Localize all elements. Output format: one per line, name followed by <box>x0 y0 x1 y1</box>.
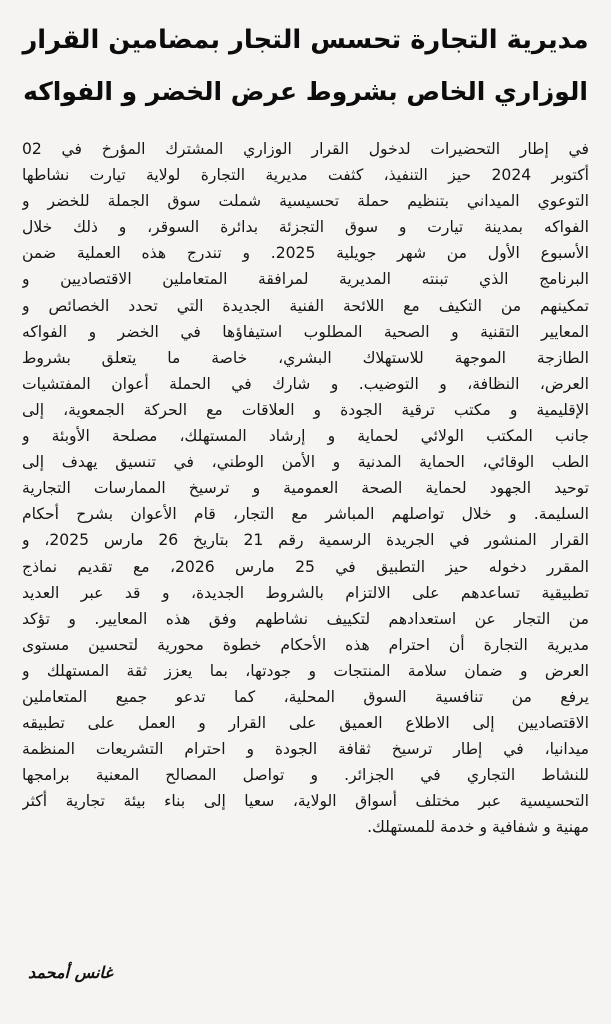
body-line: التوعوي الميداني بتنظيم حملة تحسيسية شملت سوق الجملة للخضر و <box>22 192 589 211</box>
body-line: تطبيقية تساعدهم على الالتزام بالشروط الجديدة، و قد عبر العديد <box>22 583 589 602</box>
body-line: في إطار التحضيرات لدخول القرار الوزاري المشترك المؤرخ في 02 <box>22 140 589 158</box>
body-line: ميدانيا، في إطار ترسيخ ثقافة الجودة و احترام التشريعات المنظمة <box>22 740 589 759</box>
body-line: العرض و ضمان سلامة المنتجات و جودتها، بما يعزز ثقة المستهلك و <box>22 661 589 680</box>
body-line: مديرية التجارة أن احترام هذه الأحكام خطوة محورية لتحسين مستوى <box>22 635 589 654</box>
body-line: المعايير التقنية و الصحية المطلوب استيفاؤها في الخضر و الفواكه <box>22 322 589 341</box>
body-line: جانب المكتب الولائي لحماية و إرشاد المستهلك، مصلحة الأوبئة و <box>22 427 589 446</box>
body-line: من التجار عن استعدادهم لتكييف نشاطهم وفق هذه المعايير. و تؤكد <box>22 609 589 628</box>
body-line: القرار المنشور في الجريدة الرسمية رقم 21 بتاريخ 26 مارس 2025، و <box>22 531 589 550</box>
body-line: السليمة. و خلال تواصلهم المباشر مع التجار، قام الأعوان بشرح أحكام <box>22 505 589 524</box>
body-line: يرفع من تنافسية السوق المحلية، كما تدعو جميع المتعاملين <box>22 687 589 706</box>
body-line: البرنامج الذي تبنته المديرية لمرافقة المتعاملين الاقتصاديين و <box>22 270 589 289</box>
headline-line-1: مديرية التجارة تحسس التجار بمضامين القرار <box>22 25 589 55</box>
body-line: التحسيسية عبر مختلف أسواق الولاية، سعيا إلى بناء بيئة تجارية أكثر <box>22 792 589 811</box>
body-line: الطازجة الموجهة للاستهلاك البشري، خاصة ما يتعلق بشروط <box>22 348 589 367</box>
body-line: الإقليمية و مكتب ترقية الجودة و العلاقات مع الحركة الجمعوية، إلى <box>22 400 589 419</box>
article-body <box>22 136 589 841</box>
body-line: الأسبوع الأول من شهر جويلية 2025. و تندرج هذه العملية ضمن <box>22 244 589 263</box>
body-line: أكتوبر 2024 حيز التنفيذ، كثفت مديرية التجارة لولاية تيارت نشاطها <box>22 166 589 185</box>
body-line: المقرر دخوله حيز التطبيق في 25 مارس 2026، مع تقديم نماذج <box>22 557 589 576</box>
article-headline <box>22 14 589 118</box>
author-byline: غانس أمحمد <box>28 963 113 982</box>
body-line: مهنية و شفافية و خدمة للمستهلك. <box>367 818 589 837</box>
body-line: الاقتصاديين إلى الاطلاع العميق على القرار و العمل على تطبيقه <box>22 714 589 733</box>
body-line: تمكينهم من التكيف مع اللائحة الفنية الجديدة التي تحدد الخصائص و <box>22 296 589 315</box>
body-line: توحيد الجهود لحماية الصحة العمومية و ترسيخ الممارسات التجارية <box>22 479 589 498</box>
body-line: الطب الوقائي، الحماية المدنية و الأمن الوطني، في تنسيق يهدف إلى <box>22 453 589 472</box>
body-line: الفواكه بمدينة تيارت و سوق التجزئة بدائرة السوقر، و ذلك خلال <box>22 218 589 237</box>
body-line: للنشاط التجاري في الجزائر. و تواصل المصالح المعنية برامجها <box>22 766 589 785</box>
body-line: العرض، النظافة، و التوضيب. و شارك في الحملة أعوان المفتشيات <box>22 374 589 393</box>
headline-line-2: الوزاري الخاص بشروط عرض الخضر و الفواكه <box>23 77 588 106</box>
